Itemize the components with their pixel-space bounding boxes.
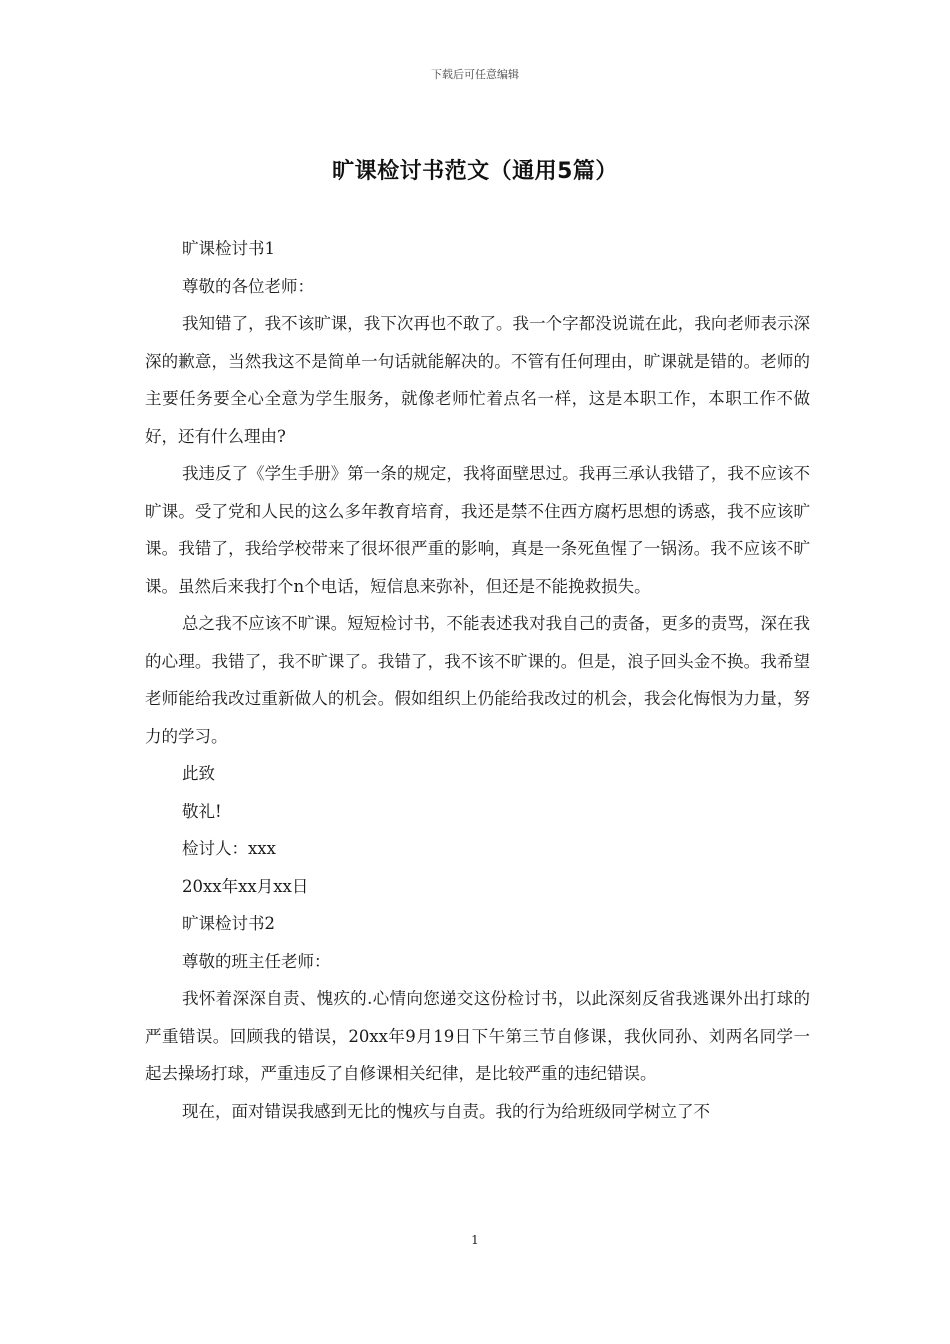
date-line: 20xx年xx月xx日 xyxy=(182,876,309,896)
section-heading-1: 旷课检讨书1 xyxy=(182,239,275,258)
salutation-2: 尊敬的班主任老师： xyxy=(182,951,331,971)
document-title: 旷课检讨书范文（通用5篇） xyxy=(332,159,618,184)
header-note: 下载后可任意编辑 xyxy=(431,68,519,81)
paragraph: 总之我不应该不旷课。短短检讨书，不能表述我对我自己的责备，更多的责骂，深在我的心理。我错了，我不旷课了。我错了，我不该不旷课的。但是，浪子回头金不换。我希望老师能给我改过重新做人的机会。假如组织上仍能给我改过的机会，我会化悔恨为力量，努力的学习。 xyxy=(145,614,810,746)
salutation-1: 尊敬的各位老师： xyxy=(182,276,314,296)
closing-salute: 敬礼! xyxy=(182,801,222,821)
closing-line: 此致 xyxy=(182,764,215,783)
section-heading-2: 旷课检讨书2 xyxy=(182,914,275,933)
document-body xyxy=(145,230,810,1130)
signature-line: 检讨人：xxx xyxy=(182,839,276,858)
page-number: 1 xyxy=(471,1233,479,1247)
paragraph: 我违反了《学生手册》第一条的规定，我将面壁思过。我再三承认我错了，我不应该不旷课。受了党和人民的这么多年教育培育，我还是禁不住西方腐朽思想的诱惑，我不应该旷课。我错了，我给学校带来了很坏很严重的影响，真是一条死鱼惺了一锅汤。我不应该不旷课。虽然后来我打个n个电话，短信息来弥补，但还是不能挽救损失。 xyxy=(145,464,810,596)
paragraph: 现在，面对错误我感到无比的愧疚与自责。我的行为给班级同学树立了不 xyxy=(182,1101,710,1121)
paragraph: 我知错了，我不该旷课，我下次再也不敢了。我一个字都没说谎在此，我向老师表示深深的歉意，当然我这不是简单一句话就能解决的。不管有任何理由，旷课就是错的。老师的主要任务要全心全意为学生服务，就像老师忙着点名一样，这是本职工作，本职工作不做好，还有什么理由? xyxy=(145,314,810,446)
paragraph: 我怀着深深自责、愧疚的.心情向您递交这份检讨书，以此深刻反省我逃课外出打球的严重错误。回顾我的错误，20xx年9月19日下午第三节自修课，我伙同孙、刘两名同学一起去操场打球，严重违反了自修课相关纪律，是比较严重的违纪错误。 xyxy=(145,989,810,1083)
